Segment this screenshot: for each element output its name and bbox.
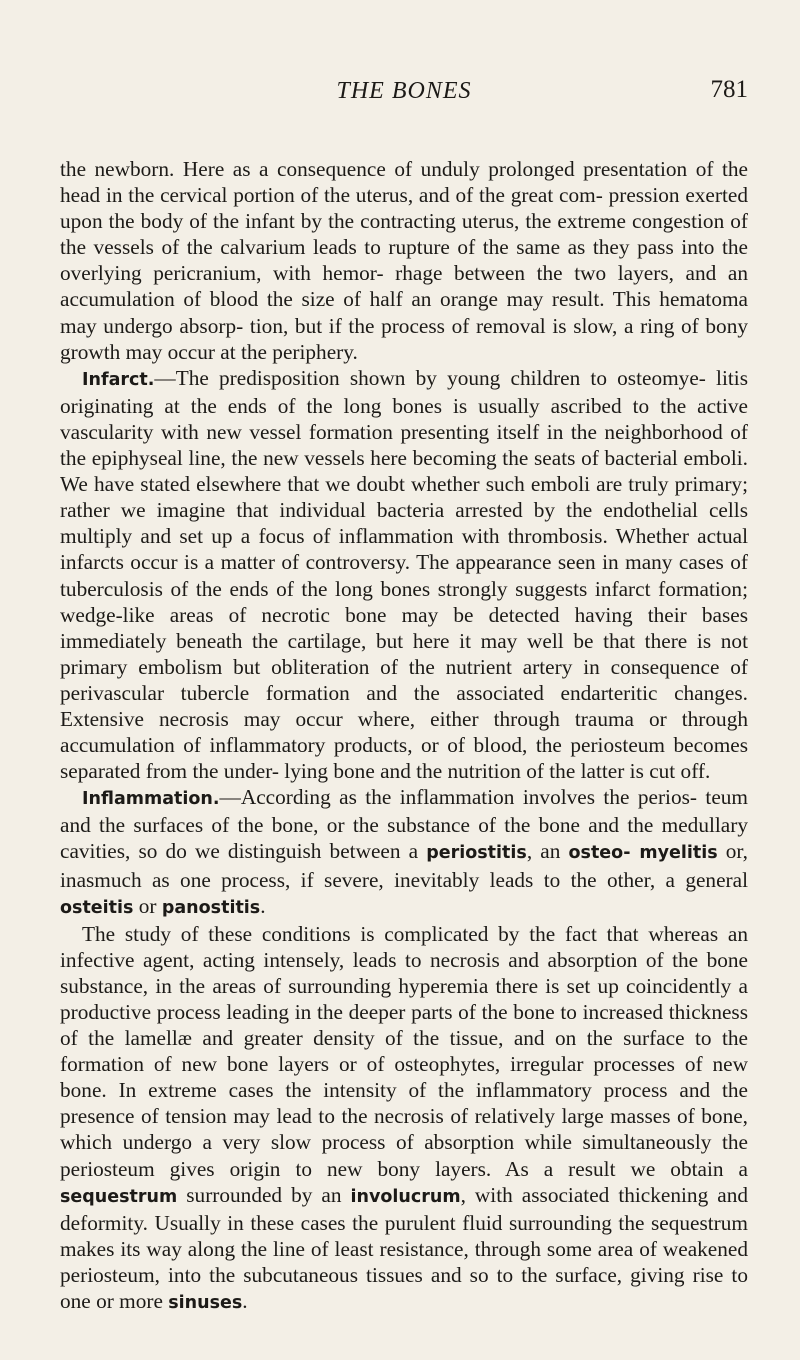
section-heading-inflammation: Inflammation. <box>82 789 220 810</box>
term-sinuses: sinuses <box>168 1293 243 1314</box>
term-osteitis: osteitis <box>60 897 134 918</box>
term-panostitis: panostitis <box>161 897 261 918</box>
paragraph-text: . <box>242 1289 248 1314</box>
paragraph-text: , an <box>526 839 569 864</box>
paragraph-text: . <box>260 893 266 918</box>
term-periostitis: periostitis <box>426 843 527 864</box>
paragraph-text: surrounded by an <box>177 1182 351 1207</box>
paragraph-study <box>60 921 748 1316</box>
running-head <box>60 40 748 104</box>
page-number: 781 <box>710 76 748 103</box>
paragraph-text: or, inasmuch as one process, if severe, inevitably leads to the other, a general <box>60 839 748 892</box>
paragraph-text: —The predisposition shown by young children to osteomye- litis originating at the ends of the long bones is usually ascribed to the active vascularity with new vessel formation presenting itself in the neighborhood of the epiphyseal line, the new vessels here becoming the seats of bacterial emboli. We have stated elsewhere that we doubt whether such emboli are truly primary; rather we imagine that individual bacteria arrested by the endothelial cells multiply and set up a focus of inflammation with thrombosis. Whether actual infarcts occur is a matter of controversy. The appearance seen in many cases of tuberculosis of the ends of the long bones strongly suggests infarct formation; wedge-like areas of necrotic bone may be detected having their bases immediately beneath the cartilage, but here it may well be that there is not primary embolism but obliteration of the nutrient artery in consequence of perivascular tubercle formation and the associated endarteritic changes. Extensive necrosis may occur where, either through trauma or through accumulation of inflammatory products, or of blood, the periosteum becomes separated from the under- lying bone and the nutrition of the latter is cut off. <box>60 365 748 784</box>
paragraph-text: , with associated thickening and deformity. Usually in these cases the purulent fluid surrounding the sequestrum makes its way along the line of least resistance, through some area of weakened periosteum, into the subcutaneous tissues and so to the surface, giving rise to one or more <box>60 1182 748 1314</box>
term-osteomyelitis: osteo- myelitis <box>568 843 718 864</box>
term-involucrum: involucrum <box>350 1186 461 1207</box>
section-heading-infarct: Infarct. <box>82 369 155 390</box>
paragraph-newborn <box>60 156 748 365</box>
term-sequestrum: sequestrum <box>60 1186 178 1207</box>
body-text <box>60 156 748 1316</box>
paragraph-infarct <box>60 365 748 785</box>
paragraph-text: —According as the inflammation involves the perios- teum and the surfaces of the bone, or the substance of the bone and the medullary cavities, so do we distinguish between a <box>60 785 748 864</box>
running-title: THE BONES <box>336 78 472 104</box>
paragraph-text: the newborn. Here as a consequence of unduly prolonged presentation of the head in the cervical portion of the uterus, and of the great com- pression exerted upon the body of the infant by the contracting uterus, the extreme congestion of the vessels of the calvarium leads to rupture of the same as they pass into the overlying pericranium, with hemor- rhage between the two layers, and an accumulation of blood the size of half an orange may result. This hematoma may undergo absorp- tion, but if the process of removal is slow, a ring of bony growth may occur at the periphery. <box>60 157 748 364</box>
paragraph-text: The study of these conditions is complicated by the fact that whereas an infective agent, acting intensely, leads to necrosis and absorption of the bone substance, in the areas of surrounding hyperemia there is set up coincidently a productive process leading in the deeper parts of the bone to increased thickness of the lamellæ and greater density of the tissue, and on the surface to the formation of new bone layers or of osteophytes, irregular processes of new bone. In extreme cases the intensity of the inflammatory process and the presence of tension may lead to the necrosis of relatively large masses of bone, which undergo a very slow process of absorption while simultaneously the periosteum gives origin to new bony layers. As a result we obtain a <box>60 921 748 1181</box>
paragraph-inflammation <box>60 784 748 920</box>
paragraph-text: or <box>133 893 162 918</box>
